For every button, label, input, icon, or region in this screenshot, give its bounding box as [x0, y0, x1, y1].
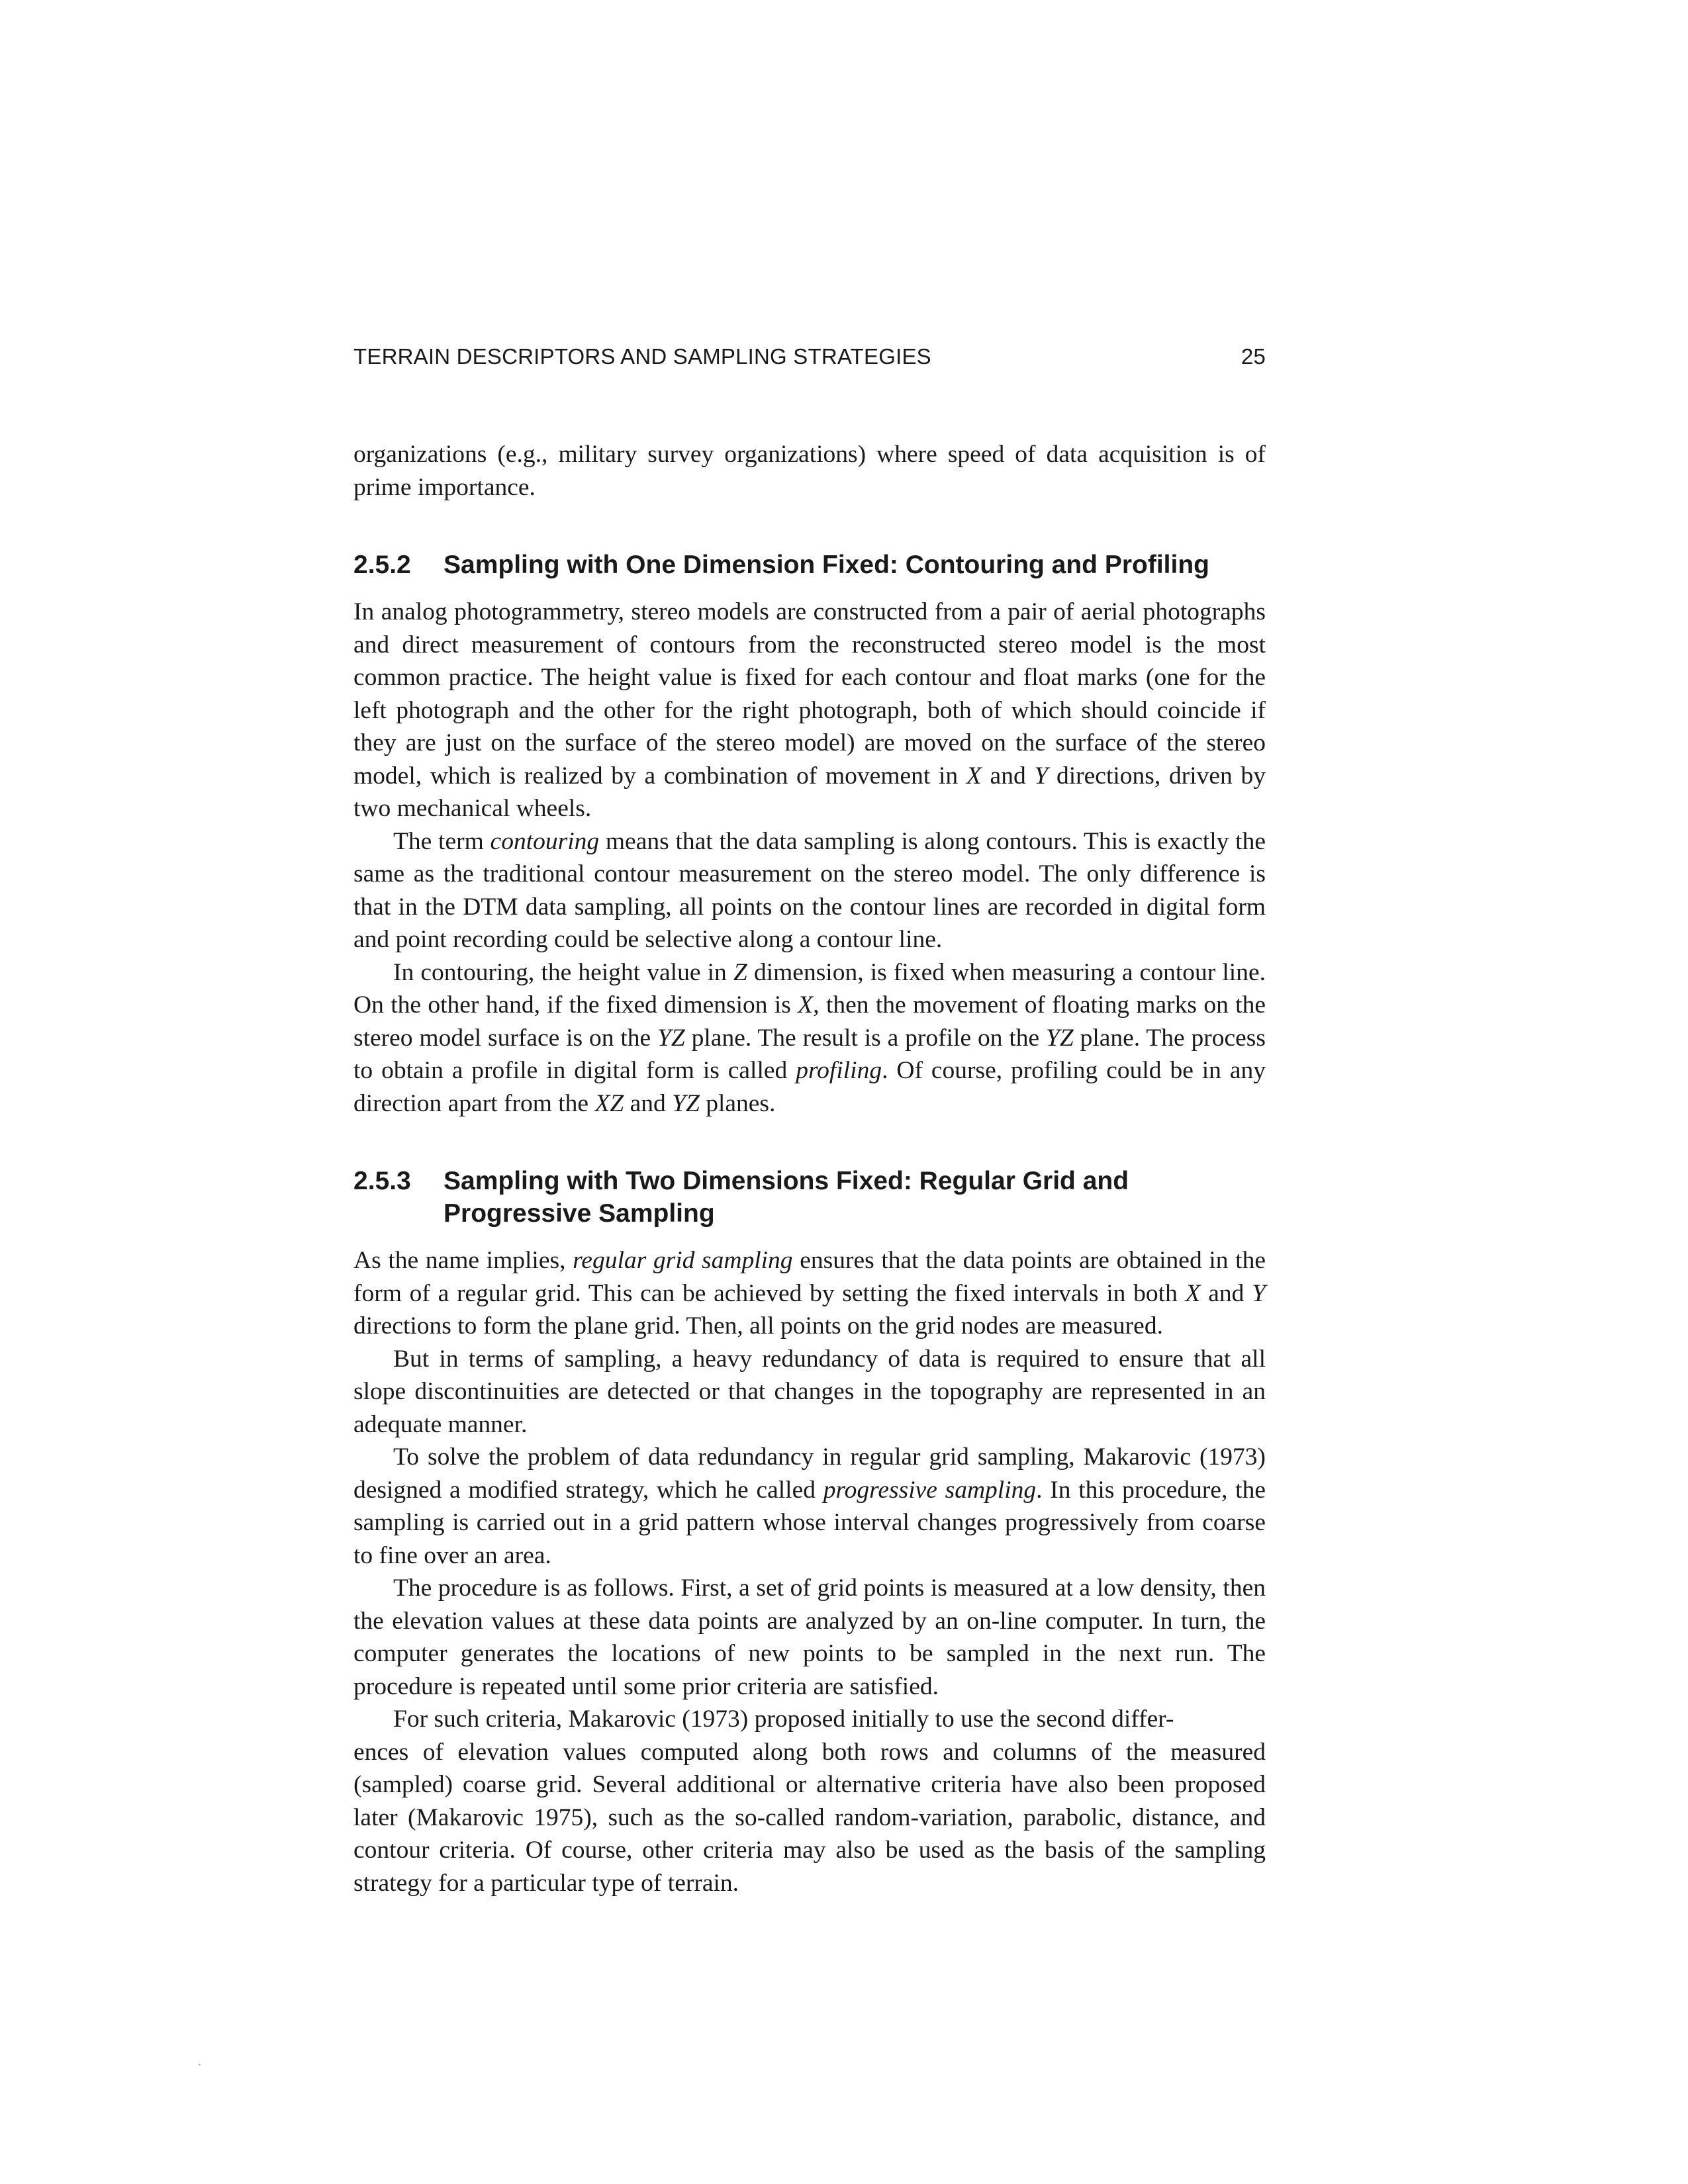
paragraph: As the name implies, regular grid sampling ensures that the data points are obtained in the form of a regular grid. This can be achieved by setting the fixed intervals in both X and Y directions to form the plane grid. Then, all points on the grid nodes are measured. [353, 1247, 1266, 1340]
continued-paragraph: organizations (e.g., military survey organizations) where speed of data acquisition is of prime importance. [353, 441, 1266, 501]
paragraph: To solve the problem of data redundancy in regular grid sampling, Makarovic (1973) designed a modified strategy, which he called progressive sampling. In this procedure, the sampling is carried out in a grid pattern whose interval changes progressively from coarse to fine over an area. [353, 1443, 1266, 1569]
section-number: 2.5.3 [353, 1167, 411, 1195]
paragraph: But in terms of sampling, a heavy redundancy of data is required to ensure that all slope discontinuities are detected or that changes in the topography are represented in an adequate manner. [353, 1345, 1266, 1438]
running-header [353, 344, 1266, 384]
paragraph: In analog photogrammetry, stereo models are constructed from a pair of aerial photographs and direct measurement of contours from the reconstructed stereo model is the most common practice. The height value is fixed for each contour and float marks (one for the left photograph and the other for the right photograph, both of which should coincide if they are just on the surface of the stereo model) are moved on the surface of the stereo model, which is realized by a combination of movement in X and Y directions, driven by two mechanical wheels. [353, 598, 1266, 822]
paragraph: The procedure is as follows. First, a set of grid points is measured at a low density, then the elevation values at these data points are analyzed by an on-line computer. In turn, the computer generates the locations of new points to be sampled in the next run. The procedure is repeated until some prior criteria are satisfied. [353, 1574, 1266, 1700]
paragraph: For such criteria, Makarovic (1973) proposed initially to use the second differ- ences of elevation values computed along both rows and columns of the measured (sampled) coarse grid. Several additional or alternative criteria have also been proposed later (Makarovic 1975), such as the so-called random-variation, parabolic, distance, and contour criteria. Of course, other criteria may also be used as the basis of the sampling strategy for a particular type of terrain. [353, 1706, 1266, 1897]
scan-speck [199, 2064, 201, 2066]
running-title: TERRAIN DESCRIPTORS AND SAMPLING STRATEGIES [353, 344, 931, 369]
section-title: Sampling with Two Dimensions Fixed: Regular Grid and Progressive Sampling [444, 1167, 1129, 1228]
page-number: 25 [1241, 344, 1266, 369]
section-heading-2-5-3 [353, 1165, 1266, 1230]
section-heading-2-5-2 [353, 549, 1266, 581]
section-number: 2.5.2 [353, 551, 411, 579]
paragraph: The term contouring means that the data sampling is along contours. This is exactly the same as the traditional contour measurement on the stereo model. The only difference is that in the DTM data sampling, all points on the contour lines are recorded in digital form and point recording could be selective along a contour line. [353, 827, 1266, 953]
book-page [353, 344, 1266, 1899]
body-text [353, 438, 1266, 1899]
paragraph: In contouring, the height value in Z dimension, is fixed when measuring a contour line. On the other hand, if the fixed dimension is X, then the movement of floating marks on the stereo model surface is on the YZ plane. The result is a profile on the YZ plane. The process to obtain a profile in digital form is called profiling. Of course, profiling could be in any direction apart from the XZ and YZ planes. [353, 958, 1266, 1117]
section-title: Sampling with One Dimension Fixed: Contouring and Profiling [444, 551, 1209, 579]
